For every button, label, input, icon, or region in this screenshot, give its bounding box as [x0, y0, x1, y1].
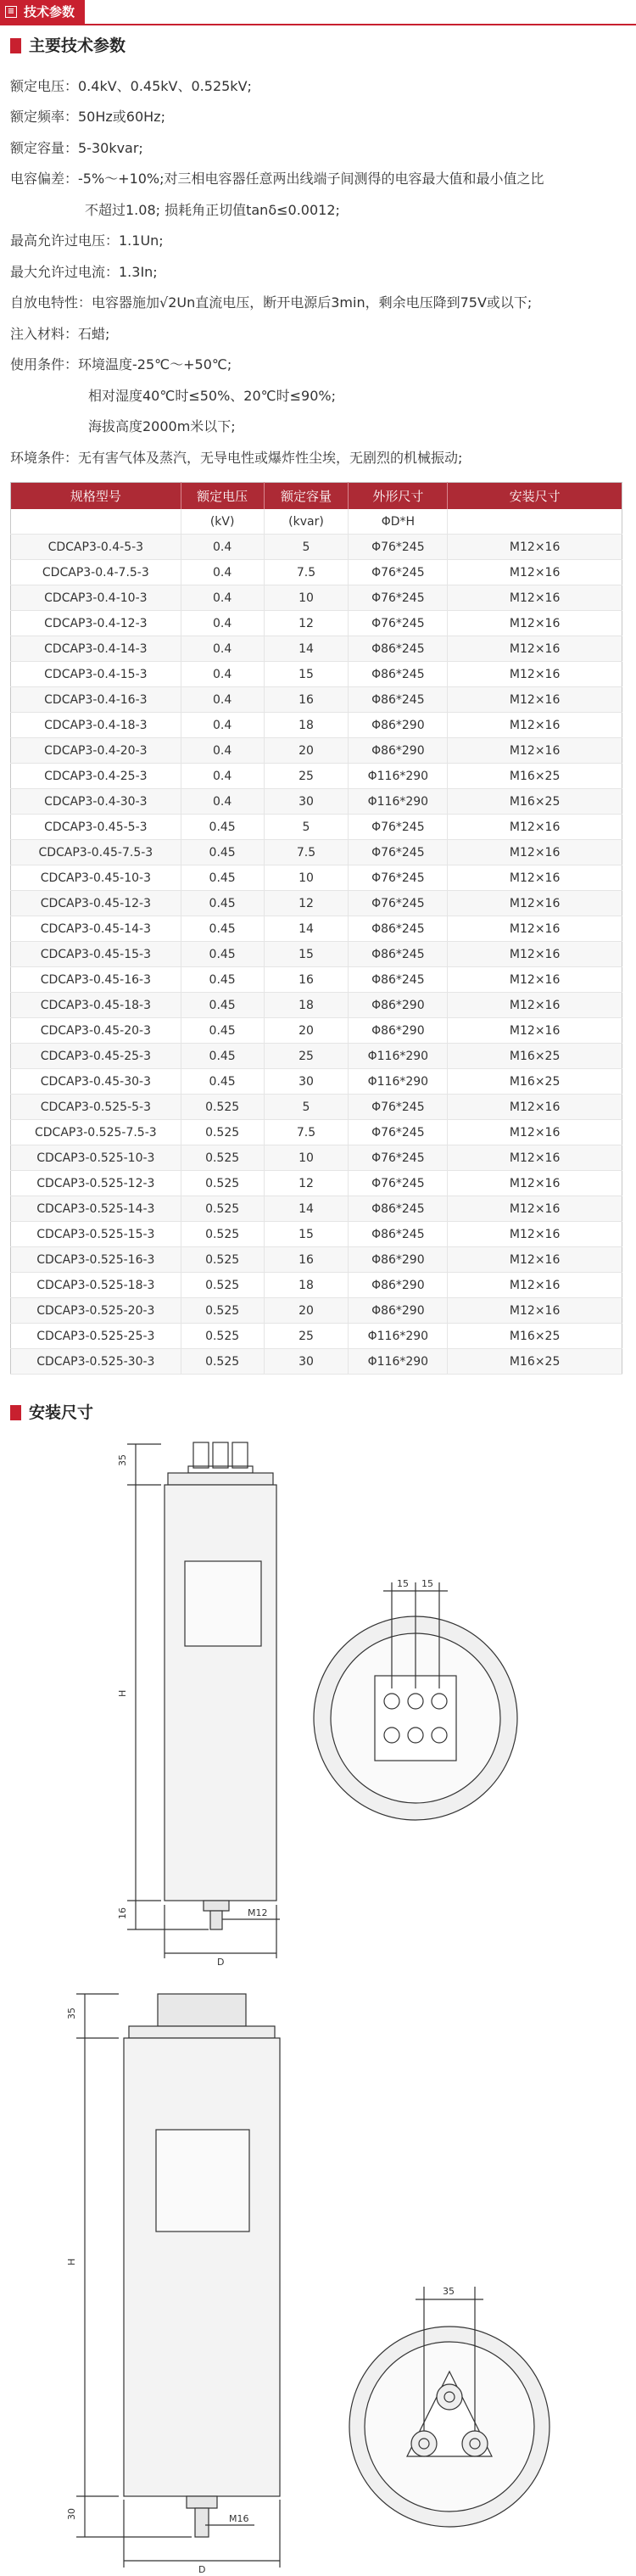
cell-mounting-size: M12×16	[448, 1171, 622, 1196]
cell-mounting-size: M12×16	[448, 815, 622, 840]
cell-outline-size: Φ86*245	[349, 916, 448, 942]
table-row	[11, 687, 622, 713]
cell-model: CDCAP3-0.4-15-3	[11, 662, 181, 687]
dim-height: H	[117, 1689, 128, 1697]
spec-filling-material: 注入材料：石蜡;	[10, 326, 110, 342]
header-rated-capacity: 额定容量	[264, 483, 349, 510]
cell-model: CDCAP3-0.4-5-3	[11, 535, 181, 560]
cell-rated-voltage: 0.525	[181, 1145, 264, 1171]
cell-outline-size: Φ116*290	[349, 1044, 448, 1069]
unit-cell: ΦD*H	[349, 509, 448, 535]
cell-outline-size: Φ86*290	[349, 1018, 448, 1044]
table-row	[11, 1044, 622, 1069]
cell-rated-voltage: 0.525	[181, 1222, 264, 1247]
cell-rated-voltage: 0.4	[181, 713, 264, 738]
cell-rated-capacity: 15	[264, 1222, 349, 1247]
dim-bottom: 16	[117, 1907, 128, 1919]
cell-rated-voltage: 0.45	[181, 1044, 264, 1069]
table-units-row	[11, 509, 622, 535]
cell-model: CDCAP3-0.4-30-3	[11, 789, 181, 815]
cell-mounting-size: M16×25	[448, 1069, 622, 1095]
cell-outline-size: Φ76*245	[349, 891, 448, 916]
cell-rated-capacity: 25	[264, 1044, 349, 1069]
cell-mounting-size: M12×16	[448, 993, 622, 1018]
cell-rated-voltage: 0.45	[181, 815, 264, 840]
table-row	[11, 1222, 622, 1247]
cell-rated-voltage: 0.4	[181, 585, 264, 611]
table-row	[11, 1171, 622, 1196]
cell-rated-voltage: 0.525	[181, 1171, 264, 1196]
cell-outline-size: Φ86*290	[349, 713, 448, 738]
cell-model: CDCAP3-0.4-16-3	[11, 687, 181, 713]
cell-rated-capacity: 10	[264, 1145, 349, 1171]
cell-model: CDCAP3-0.4-12-3	[11, 611, 181, 636]
dim-top: 35	[66, 2008, 77, 2019]
dim-pitch-left: 15	[397, 1578, 409, 1589]
cell-rated-capacity: 7.5	[264, 560, 349, 585]
table-row	[11, 916, 622, 942]
cell-outline-size: Φ76*245	[349, 1120, 448, 1145]
table-row	[11, 1095, 622, 1120]
cell-mounting-size: M12×16	[448, 916, 622, 942]
cell-mounting-size: M16×25	[448, 1349, 622, 1375]
cell-rated-voltage: 0.4	[181, 789, 264, 815]
spec-usage-conditions: 使用条件：环境温度-25℃～+50℃;	[10, 356, 232, 372]
cell-outline-size: Φ76*245	[349, 1145, 448, 1171]
cell-model: CDCAP3-0.45-14-3	[11, 916, 181, 942]
table-row	[11, 891, 622, 916]
table-row	[11, 993, 622, 1018]
cell-rated-capacity: 10	[264, 865, 349, 891]
cell-rated-voltage: 0.4	[181, 662, 264, 687]
section-title: 主要技术参数	[29, 36, 126, 55]
cell-rated-voltage: 0.525	[181, 1120, 264, 1145]
cell-mounting-size: M12×16	[448, 560, 622, 585]
table-row	[11, 713, 622, 738]
cell-model: CDCAP3-0.525-18-3	[11, 1273, 181, 1298]
cell-rated-voltage: 0.45	[181, 967, 264, 993]
header-model: 规格型号	[11, 483, 181, 510]
cell-mounting-size: M12×16	[448, 840, 622, 865]
table-row	[11, 942, 622, 967]
cell-rated-capacity: 16	[264, 687, 349, 713]
document-icon: ≡	[5, 6, 17, 18]
cell-rated-capacity: 20	[264, 738, 349, 764]
spec-self-discharge: 自放电特性：电容器施加√2Un直流电压，断开电源后3min，剩余电压降到75V或以下;	[10, 294, 533, 311]
spec-table	[10, 482, 622, 1375]
table-row	[11, 840, 622, 865]
table-row	[11, 585, 622, 611]
cell-outline-size: Φ116*290	[349, 1069, 448, 1095]
cell-outline-size: Φ86*245	[349, 1196, 448, 1222]
cell-rated-capacity: 12	[264, 611, 349, 636]
cell-mounting-size: M12×16	[448, 1273, 622, 1298]
cell-outline-size: Φ116*290	[349, 764, 448, 789]
cell-rated-capacity: 20	[264, 1018, 349, 1044]
cell-outline-size: Φ76*245	[349, 535, 448, 560]
table-row	[11, 865, 622, 891]
cell-rated-capacity: 12	[264, 1171, 349, 1196]
cell-mounting-size: M12×16	[448, 1247, 622, 1273]
cell-rated-capacity: 30	[264, 1349, 349, 1375]
cell-mounting-size: M12×16	[448, 535, 622, 560]
cell-mounting-size: M12×16	[448, 1095, 622, 1120]
cell-rated-capacity: 25	[264, 1324, 349, 1349]
cell-rated-capacity: 7.5	[264, 840, 349, 865]
cell-model: CDCAP3-0.45-20-3	[11, 1018, 181, 1044]
cell-mounting-size: M12×16	[448, 713, 622, 738]
table-row	[11, 967, 622, 993]
table-row	[11, 764, 622, 789]
table-row	[11, 1018, 622, 1044]
cell-model: CDCAP3-0.525-20-3	[11, 1298, 181, 1324]
cell-outline-size: Φ86*245	[349, 967, 448, 993]
table-header-row	[11, 483, 622, 510]
cell-outline-size: Φ116*290	[349, 789, 448, 815]
cell-rated-capacity: 18	[264, 1273, 349, 1298]
unit-cell: (kvar)	[264, 509, 349, 535]
cell-outline-size: Φ86*290	[349, 1247, 448, 1273]
cell-model: CDCAP3-0.4-10-3	[11, 585, 181, 611]
cell-outline-size: Φ76*245	[349, 1171, 448, 1196]
section-title: 安装尺寸	[29, 1403, 94, 1422]
unit-cell: (kV)	[181, 509, 264, 535]
cell-rated-voltage: 0.45	[181, 1069, 264, 1095]
cell-outline-size: Φ76*245	[349, 611, 448, 636]
table-row	[11, 1145, 622, 1171]
table-row	[11, 535, 622, 560]
spec-capacitance-deviation-cont: 不超过1.08; 损耗角正切值tanδ≤0.0012;	[85, 202, 340, 218]
dim-pitch: 35	[443, 2286, 455, 2297]
dim-diameter: D	[198, 2564, 206, 2575]
cell-mounting-size: M12×16	[448, 1222, 622, 1247]
cell-model: CDCAP3-0.4-20-3	[11, 738, 181, 764]
cell-mounting-size: M16×25	[448, 789, 622, 815]
cell-rated-capacity: 20	[264, 1298, 349, 1324]
cell-mounting-size: M12×16	[448, 967, 622, 993]
cell-rated-capacity: 14	[264, 916, 349, 942]
spec-rated-frequency: 额定频率：50Hz或60Hz;	[10, 109, 165, 125]
cell-model: CDCAP3-0.525-5-3	[11, 1095, 181, 1120]
cell-outline-size: Φ76*245	[349, 840, 448, 865]
cell-rated-capacity: 30	[264, 789, 349, 815]
table-row	[11, 1120, 622, 1145]
top-view-large	[349, 2287, 550, 2527]
cell-rated-voltage: 0.4	[181, 560, 264, 585]
cell-mounting-size: M12×16	[448, 1298, 622, 1324]
dim-bolt: M12	[248, 1907, 268, 1918]
cell-rated-capacity: 5	[264, 815, 349, 840]
cell-rated-capacity: 5	[264, 1095, 349, 1120]
cell-rated-voltage: 0.45	[181, 916, 264, 942]
cell-rated-capacity: 15	[264, 662, 349, 687]
cell-mounting-size: M12×16	[448, 1196, 622, 1222]
cell-rated-capacity: 14	[264, 1196, 349, 1222]
cell-outline-size: Φ76*245	[349, 560, 448, 585]
table-row	[11, 815, 622, 840]
table-row	[11, 789, 622, 815]
cell-mounting-size: M12×16	[448, 1018, 622, 1044]
cell-rated-voltage: 0.4	[181, 738, 264, 764]
tab-label: 技术参数	[24, 4, 75, 20]
spec-humidity: 相对湿度40℃时≤50%、20℃时≤90%;	[88, 388, 336, 404]
cell-model: CDCAP3-0.45-15-3	[11, 942, 181, 967]
cell-mounting-size: M16×25	[448, 1044, 622, 1069]
cell-mounting-size: M12×16	[448, 865, 622, 891]
cell-rated-capacity: 18	[264, 993, 349, 1018]
dim-bottom: 30	[66, 2508, 77, 2520]
spec-max-overcurrent: 最大允许过电流：1.3In;	[10, 264, 158, 280]
cell-outline-size: Φ76*245	[349, 815, 448, 840]
dim-top: 35	[117, 1454, 128, 1466]
capacitor-drawing-small	[0, 1434, 636, 1977]
spec-altitude: 海拔高度2000m米以下;	[88, 418, 236, 434]
cell-mounting-size: M12×16	[448, 1120, 622, 1145]
spec-capacitance-deviation: 电容偏差：-5%～+10%;对三相电容器任意两出线端子间测得的电容最大值和最小值之比	[10, 171, 544, 187]
cell-outline-size: Φ86*245	[349, 636, 448, 662]
cell-rated-voltage: 0.45	[181, 840, 264, 865]
cell-model: CDCAP3-0.45-12-3	[11, 891, 181, 916]
table-row	[11, 636, 622, 662]
cell-outline-size: Φ86*290	[349, 1298, 448, 1324]
cell-rated-capacity: 10	[264, 585, 349, 611]
cell-rated-voltage: 0.525	[181, 1247, 264, 1273]
cell-model: CDCAP3-0.4-7.5-3	[11, 560, 181, 585]
cell-rated-capacity: 16	[264, 967, 349, 993]
cell-rated-voltage: 0.4	[181, 611, 264, 636]
dim-bolt: M16	[229, 2513, 249, 2524]
cell-rated-capacity: 18	[264, 713, 349, 738]
table-row	[11, 1298, 622, 1324]
dim-diameter: D	[217, 1957, 225, 1968]
cell-model: CDCAP3-0.525-14-3	[11, 1196, 181, 1222]
cell-model: CDCAP3-0.45-5-3	[11, 815, 181, 840]
table-row	[11, 662, 622, 687]
cell-rated-voltage: 0.525	[181, 1324, 264, 1349]
cell-mounting-size: M12×16	[448, 662, 622, 687]
cell-rated-voltage: 0.45	[181, 1018, 264, 1044]
cell-model: CDCAP3-0.525-30-3	[11, 1349, 181, 1375]
section-marker	[10, 1405, 21, 1420]
spec-max-overvoltage: 最高允许过电压：1.1Un;	[10, 232, 164, 249]
cell-rated-voltage: 0.45	[181, 942, 264, 967]
table-row	[11, 560, 622, 585]
cell-model: CDCAP3-0.525-7.5-3	[11, 1120, 181, 1145]
cell-mounting-size: M16×25	[448, 764, 622, 789]
cell-model: CDCAP3-0.45-7.5-3	[11, 840, 181, 865]
cell-rated-capacity: 7.5	[264, 1120, 349, 1145]
cell-mounting-size: M12×16	[448, 1145, 622, 1171]
cell-model: CDCAP3-0.45-18-3	[11, 993, 181, 1018]
cell-mounting-size: M12×16	[448, 585, 622, 611]
capacitor-drawing-large	[0, 1985, 636, 2576]
tab-technical-params[interactable]	[0, 0, 85, 24]
header-outline-size: 外形尺寸	[349, 483, 448, 510]
spec-rated-capacity: 额定容量：5-30kvar;	[10, 140, 143, 156]
tab-bar	[0, 0, 636, 25]
cell-model: CDCAP3-0.525-25-3	[11, 1324, 181, 1349]
cell-model: CDCAP3-0.45-16-3	[11, 967, 181, 993]
dim-pitch-right: 15	[421, 1578, 433, 1589]
cell-outline-size: Φ86*290	[349, 738, 448, 764]
cell-rated-voltage: 0.525	[181, 1196, 264, 1222]
cell-outline-size: Φ86*245	[349, 1222, 448, 1247]
table-row	[11, 738, 622, 764]
cell-rated-voltage: 0.525	[181, 1298, 264, 1324]
cell-rated-voltage: 0.4	[181, 764, 264, 789]
cell-rated-voltage: 0.45	[181, 891, 264, 916]
cell-rated-capacity: 30	[264, 1069, 349, 1095]
cell-model: CDCAP3-0.525-16-3	[11, 1247, 181, 1273]
cell-rated-capacity: 5	[264, 535, 349, 560]
table-row	[11, 1069, 622, 1095]
cell-model: CDCAP3-0.4-25-3	[11, 764, 181, 789]
cell-rated-voltage: 0.4	[181, 687, 264, 713]
cell-mounting-size: M12×16	[448, 687, 622, 713]
cell-outline-size: Φ76*245	[349, 585, 448, 611]
cell-rated-voltage: 0.45	[181, 865, 264, 891]
cell-mounting-size: M12×16	[448, 738, 622, 764]
cell-rated-capacity: 25	[264, 764, 349, 789]
cell-mounting-size: M12×16	[448, 636, 622, 662]
cell-rated-capacity: 14	[264, 636, 349, 662]
table-row	[11, 1349, 622, 1375]
cell-model: CDCAP3-0.45-25-3	[11, 1044, 181, 1069]
dim-height: H	[66, 2258, 77, 2265]
cell-outline-size: Φ86*245	[349, 662, 448, 687]
cell-rated-voltage: 0.4	[181, 636, 264, 662]
table-row	[11, 1247, 622, 1273]
cell-model: CDCAP3-0.45-30-3	[11, 1069, 181, 1095]
cell-rated-capacity: 12	[264, 891, 349, 916]
cell-outline-size: Φ86*245	[349, 687, 448, 713]
cell-outline-size: Φ86*290	[349, 993, 448, 1018]
top-view-small	[314, 1582, 517, 1820]
cell-outline-size: Φ76*245	[349, 1095, 448, 1120]
cell-outline-size: Φ86*290	[349, 1273, 448, 1298]
cell-rated-voltage: 0.45	[181, 993, 264, 1018]
cell-model: CDCAP3-0.4-18-3	[11, 713, 181, 738]
cell-rated-voltage: 0.525	[181, 1273, 264, 1298]
cell-model: CDCAP3-0.4-14-3	[11, 636, 181, 662]
cell-model: CDCAP3-0.525-10-3	[11, 1145, 181, 1171]
spec-environment: 环境条件：无有害气体及蒸汽，无导电性或爆炸性尘埃，无剧烈的机械振动;	[10, 450, 463, 466]
table-row	[11, 1324, 622, 1349]
cell-outline-size: Φ86*245	[349, 942, 448, 967]
spec-rated-voltage: 额定电压：0.4kV、0.45kV、0.525kV;	[10, 78, 252, 94]
unit-cell	[448, 509, 622, 535]
cell-model: CDCAP3-0.525-15-3	[11, 1222, 181, 1247]
table-row	[11, 1196, 622, 1222]
header-rated-voltage: 额定电压	[181, 483, 264, 510]
cell-rated-voltage: 0.4	[181, 535, 264, 560]
header-mounting-size: 安装尺寸	[448, 483, 622, 510]
unit-cell	[11, 509, 181, 535]
cell-rated-capacity: 16	[264, 1247, 349, 1273]
table-row	[11, 611, 622, 636]
cell-rated-voltage: 0.525	[181, 1095, 264, 1120]
cell-model: CDCAP3-0.45-10-3	[11, 865, 181, 891]
cell-rated-voltage: 0.525	[181, 1349, 264, 1375]
cell-model: CDCAP3-0.525-12-3	[11, 1171, 181, 1196]
cell-rated-capacity: 15	[264, 942, 349, 967]
cell-mounting-size: M12×16	[448, 891, 622, 916]
cell-mounting-size: M16×25	[448, 1324, 622, 1349]
cell-outline-size: Φ76*245	[349, 865, 448, 891]
cell-outline-size: Φ116*290	[349, 1324, 448, 1349]
table-row	[11, 1273, 622, 1298]
cell-mounting-size: M12×16	[448, 611, 622, 636]
cell-mounting-size: M12×16	[448, 942, 622, 967]
section-marker	[10, 38, 21, 53]
cell-outline-size: Φ116*290	[349, 1349, 448, 1375]
